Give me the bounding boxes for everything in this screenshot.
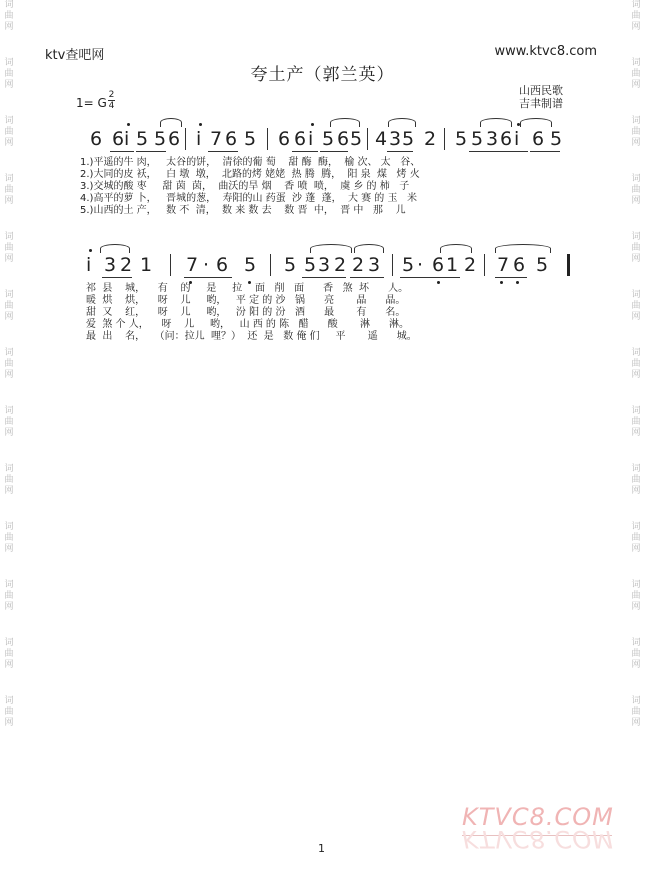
watermark-glyph: 词 bbox=[4, 174, 14, 184]
watermark-glyph: 网 bbox=[4, 544, 14, 554]
watermark-glyph: 网 bbox=[4, 428, 14, 438]
watermark-glyph: 词 bbox=[631, 232, 641, 242]
bar-line bbox=[444, 128, 445, 150]
watermark-glyph-group bbox=[629, 638, 643, 671]
watermark-glyph: 曲 bbox=[631, 591, 641, 601]
note: 5 bbox=[536, 254, 549, 276]
note: 3 bbox=[486, 128, 499, 150]
watermark-glyph: 曲 bbox=[631, 11, 641, 21]
watermark-glyph: 词 bbox=[631, 406, 641, 416]
watermark-glyph: 网 bbox=[631, 428, 641, 438]
note: 6 bbox=[216, 254, 229, 276]
site-name-left: ktv查吧网 bbox=[45, 48, 105, 63]
note-underline bbox=[387, 151, 413, 152]
note: 5 bbox=[350, 128, 363, 150]
lyric-verse-2: 2.)大同的皮 袄， 白 墩 墩， 北路的烤 姥姥 热 腾 腾， 阳 泉 煤 烤 火 bbox=[80, 169, 420, 180]
watermark-glyph: 曲 bbox=[4, 359, 14, 369]
watermark-glyph-group bbox=[2, 580, 16, 613]
note-underline bbox=[469, 151, 499, 152]
note: i bbox=[196, 128, 202, 150]
note: 6 bbox=[513, 254, 526, 276]
note-underline bbox=[400, 277, 430, 278]
watermark-glyph: 网 bbox=[631, 718, 641, 728]
slur-arc bbox=[495, 244, 551, 253]
watermark-glyph: 网 bbox=[4, 196, 14, 206]
note: · bbox=[203, 254, 210, 276]
lyric-verse-4: 4.)高平的萝 卜， 晋城的葱， 寿阳的山 药蛋 沙 蓬 蓬， 大 赛 的 玉 米 bbox=[80, 193, 418, 204]
slur-arc bbox=[354, 244, 384, 253]
watermark-glyph: 词 bbox=[4, 522, 14, 532]
note: 6 bbox=[532, 128, 545, 150]
watermark-glyph-group bbox=[2, 290, 16, 323]
watermark-glyph: 网 bbox=[631, 22, 641, 32]
watermark-glyph: 曲 bbox=[4, 591, 14, 601]
note-underline bbox=[498, 151, 528, 152]
note: 5 bbox=[322, 128, 335, 150]
note: 4 bbox=[375, 128, 388, 150]
note: 5 bbox=[244, 254, 257, 276]
slur-arc bbox=[310, 244, 352, 253]
watermark-glyph: 曲 bbox=[4, 127, 14, 137]
watermark-glyph: 网 bbox=[4, 718, 14, 728]
note: 5 bbox=[136, 128, 149, 150]
watermark-glyph: 曲 bbox=[4, 475, 14, 485]
slur-arc bbox=[440, 244, 472, 253]
watermark-glyph: 网 bbox=[631, 138, 641, 148]
octave-dot-low bbox=[437, 281, 440, 284]
note: 6 bbox=[432, 254, 445, 276]
watermark-glyph: 词 bbox=[4, 406, 14, 416]
site-logo-watermark bbox=[462, 803, 612, 863]
lyric-verse-1: 1.)平遥的牛 肉， 太谷的饼， 清徐的葡 萄 甜 酶 酶， 榆 次、 太 谷、 bbox=[80, 157, 421, 168]
slur-arc bbox=[330, 118, 360, 127]
watermark-glyph-group bbox=[629, 0, 643, 33]
note: · bbox=[417, 254, 424, 276]
watermark-glyph: 词 bbox=[631, 0, 641, 10]
watermark-glyph: 网 bbox=[631, 660, 641, 670]
watermark-glyph: 曲 bbox=[631, 185, 641, 195]
watermark-glyph: 曲 bbox=[4, 301, 14, 311]
watermark-glyph-group bbox=[629, 290, 643, 323]
note: 5 bbox=[402, 128, 415, 150]
watermark-glyph: 词 bbox=[631, 290, 641, 300]
note: 5 bbox=[455, 128, 468, 150]
watermark-glyph: 曲 bbox=[631, 417, 641, 427]
note: 6 bbox=[337, 128, 350, 150]
watermark-glyph-group bbox=[629, 348, 643, 381]
note: 6 bbox=[500, 128, 513, 150]
watermark-glyph: 曲 bbox=[4, 533, 14, 543]
octave-dot-low bbox=[500, 281, 503, 284]
watermark-glyph-group bbox=[2, 0, 16, 33]
note: 7 bbox=[210, 128, 223, 150]
watermark-glyph: 曲 bbox=[631, 533, 641, 543]
watermark-glyph: 词 bbox=[4, 290, 14, 300]
bar-line bbox=[270, 254, 271, 276]
note-underline bbox=[292, 151, 318, 152]
time-signature bbox=[108, 91, 115, 110]
watermark-glyph: 曲 bbox=[631, 649, 641, 659]
song-arranger: 吉聿制谱 bbox=[519, 97, 563, 110]
watermark-glyph-group bbox=[2, 464, 16, 497]
note-underline bbox=[495, 277, 527, 278]
song-origin: 山西民歌 bbox=[519, 84, 563, 97]
watermark-glyph: 网 bbox=[4, 370, 14, 380]
watermark-glyph: 词 bbox=[631, 116, 641, 126]
lyric-verse-5: 5.)山西的土 产， 数 不 清， 数 来 数 去 数 晋 中， 晋 中 那 儿 bbox=[80, 205, 406, 216]
watermark-glyph: 曲 bbox=[631, 243, 641, 253]
song-credits bbox=[519, 84, 563, 110]
slur-arc bbox=[388, 118, 416, 127]
watermark-glyph: 曲 bbox=[4, 649, 14, 659]
note: i bbox=[86, 254, 92, 276]
meter-bottom: 4 bbox=[108, 101, 115, 111]
watermark-glyph-group bbox=[2, 638, 16, 671]
watermark-glyph: 词 bbox=[631, 464, 641, 474]
note-underline bbox=[110, 151, 134, 152]
watermark-glyph: 网 bbox=[631, 196, 641, 206]
final-bar-line bbox=[567, 254, 570, 276]
watermark-glyph-group bbox=[2, 348, 16, 381]
note: 2 bbox=[352, 254, 365, 276]
page-number: 1 bbox=[318, 842, 325, 855]
watermark-glyph: 曲 bbox=[631, 359, 641, 369]
note: 5 bbox=[550, 128, 563, 150]
note-underline bbox=[136, 151, 166, 152]
bar-line bbox=[170, 254, 171, 276]
watermark-glyph-group bbox=[2, 522, 16, 555]
note: 7 bbox=[186, 254, 199, 276]
bar-line bbox=[267, 128, 268, 150]
meter-top: 2 bbox=[108, 90, 115, 100]
note-underline bbox=[530, 151, 560, 152]
note: i bbox=[124, 128, 130, 150]
bar-line bbox=[484, 254, 485, 276]
site-url-right: www.ktvc8.com bbox=[494, 44, 597, 59]
watermark-glyph: 词 bbox=[631, 58, 641, 68]
watermark-glyph: 词 bbox=[631, 522, 641, 532]
note: 5 bbox=[471, 128, 484, 150]
watermark-glyph: 词 bbox=[631, 580, 641, 590]
watermark-glyph: 网 bbox=[4, 138, 14, 148]
octave-dot-low bbox=[516, 281, 519, 284]
watermark-glyph: 词 bbox=[631, 348, 641, 358]
note-underline bbox=[184, 277, 232, 278]
lyric-verse-3: 3.)交城的酸 枣 甜 茵 茵， 曲沃的旱 烟 香 喷 喷， 虞 乡 的 柿 子 bbox=[80, 181, 410, 192]
watermark-glyph: 词 bbox=[4, 638, 14, 648]
watermark-glyph: 词 bbox=[631, 696, 641, 706]
watermark-glyph: 网 bbox=[4, 80, 14, 90]
watermark-glyph: 词 bbox=[4, 116, 14, 126]
watermark-glyph: 词 bbox=[631, 638, 641, 648]
watermark-glyph-group bbox=[629, 696, 643, 729]
watermark-glyph: 词 bbox=[4, 348, 14, 358]
lyric-verse-2: 暖 烘 烘， 呀 儿 哟， 平 定 的 沙 锅 亮 晶 晶。 bbox=[86, 295, 406, 306]
note-underline bbox=[208, 151, 238, 152]
watermark-glyph: 网 bbox=[4, 22, 14, 32]
note: 3 bbox=[389, 128, 402, 150]
note: 2 bbox=[464, 254, 477, 276]
logo-reflection: KTVC8.COM bbox=[462, 825, 614, 853]
slur-arc bbox=[520, 118, 552, 127]
note: 6 bbox=[168, 128, 181, 150]
note: 6 bbox=[90, 128, 103, 150]
watermark-glyph: 曲 bbox=[4, 417, 14, 427]
note: 3 bbox=[104, 254, 117, 276]
note: 6 bbox=[112, 128, 125, 150]
watermark-glyph-group bbox=[2, 174, 16, 207]
watermark-glyph: 网 bbox=[631, 80, 641, 90]
lyric-verse-4: 爱 煞 个 人， 呀 儿 哟， 山 西 的 陈 醋 酸 淋 淋。 bbox=[86, 319, 410, 330]
lyric-verse-3: 甜 又 红， 呀 儿 哟， 汾 阳 的 汾 酒 最 有 名。 bbox=[86, 307, 406, 318]
watermark-glyph: 词 bbox=[631, 174, 641, 184]
watermark-glyph: 词 bbox=[4, 464, 14, 474]
watermark-glyph: 曲 bbox=[631, 127, 641, 137]
watermark-glyph: 网 bbox=[4, 602, 14, 612]
note: i bbox=[308, 128, 314, 150]
key-signature: 1= G bbox=[76, 96, 107, 110]
note: 5 bbox=[402, 254, 415, 276]
note-underline bbox=[302, 277, 346, 278]
watermark-glyph: 网 bbox=[631, 312, 641, 322]
watermark-glyph-group bbox=[2, 406, 16, 439]
watermark-glyph: 网 bbox=[631, 544, 641, 554]
slur-arc bbox=[480, 118, 512, 127]
watermark-glyph: 网 bbox=[4, 254, 14, 264]
watermark-glyph-group bbox=[2, 696, 16, 729]
note-underline bbox=[350, 277, 384, 278]
watermark-glyph-group bbox=[629, 406, 643, 439]
note: 2 bbox=[424, 128, 437, 150]
watermark-glyph: 词 bbox=[4, 696, 14, 706]
watermark-glyph: 网 bbox=[4, 312, 14, 322]
note: 5 bbox=[244, 128, 257, 150]
note: 2 bbox=[120, 254, 133, 276]
watermark-glyph: 曲 bbox=[4, 707, 14, 717]
note: 5 bbox=[284, 254, 297, 276]
watermark-glyph: 曲 bbox=[4, 69, 14, 79]
note: 6 bbox=[225, 128, 238, 150]
watermark-glyph: 网 bbox=[631, 254, 641, 264]
lyric-verse-1: 祁 县 城， 有 的 是 拉 面 削 面 香 煞 坏 人。 bbox=[86, 283, 409, 294]
octave-dot-high bbox=[311, 123, 314, 126]
watermark-glyph: 曲 bbox=[631, 69, 641, 79]
note: 1 bbox=[446, 254, 459, 276]
octave-dot-high bbox=[127, 123, 130, 126]
song-title: 夸土产（郭兰英） bbox=[250, 65, 395, 85]
watermark-glyph: 词 bbox=[4, 0, 14, 10]
note: 6 bbox=[294, 128, 307, 150]
note: 5 bbox=[154, 128, 167, 150]
watermark-glyph: 网 bbox=[631, 370, 641, 380]
note: 5 bbox=[304, 254, 317, 276]
watermark-glyph: 曲 bbox=[631, 301, 641, 311]
watermark-glyph-group bbox=[629, 174, 643, 207]
slur-arc bbox=[160, 118, 182, 127]
bar-line bbox=[392, 254, 393, 276]
watermark-glyph: 曲 bbox=[4, 243, 14, 253]
note: 2 bbox=[334, 254, 347, 276]
watermark-glyph: 曲 bbox=[4, 185, 14, 195]
octave-dot-high bbox=[89, 249, 92, 252]
watermark-glyph-group bbox=[629, 464, 643, 497]
bar-line bbox=[367, 128, 368, 150]
watermark-glyph: 网 bbox=[631, 486, 641, 496]
notes-row-2 bbox=[0, 252, 645, 282]
watermark-glyph-group bbox=[629, 522, 643, 555]
watermark-glyph-group bbox=[629, 580, 643, 613]
note: 7 bbox=[497, 254, 510, 276]
notes-row-1 bbox=[0, 126, 645, 156]
logo-text: KTVC8.COM bbox=[462, 803, 614, 831]
watermark-glyph: 曲 bbox=[631, 707, 641, 717]
note: i bbox=[514, 128, 520, 150]
watermark-glyph: 曲 bbox=[631, 475, 641, 485]
note-underline bbox=[430, 277, 460, 278]
note-underline bbox=[320, 151, 348, 152]
watermark-glyph: 词 bbox=[4, 232, 14, 242]
watermark-glyph: 网 bbox=[631, 602, 641, 612]
bar-line bbox=[185, 128, 186, 150]
watermark-glyph: 词 bbox=[4, 58, 14, 68]
watermark-glyph: 曲 bbox=[4, 11, 14, 21]
note: 3 bbox=[318, 254, 331, 276]
note: 6 bbox=[278, 128, 291, 150]
slur-arc bbox=[100, 244, 130, 253]
watermark-glyph: 网 bbox=[4, 486, 14, 496]
note: 1 bbox=[140, 254, 153, 276]
watermark-glyph: 词 bbox=[4, 580, 14, 590]
note: 3 bbox=[368, 254, 381, 276]
watermark-glyph: 网 bbox=[4, 660, 14, 670]
octave-dot-high bbox=[517, 123, 520, 126]
octave-dot-high bbox=[199, 123, 202, 126]
note-underline bbox=[102, 277, 132, 278]
lyric-verse-5: 最 出 名， （问：拉儿 哩？） 还 是 数 俺 们 平 遥 城。 bbox=[86, 331, 417, 342]
